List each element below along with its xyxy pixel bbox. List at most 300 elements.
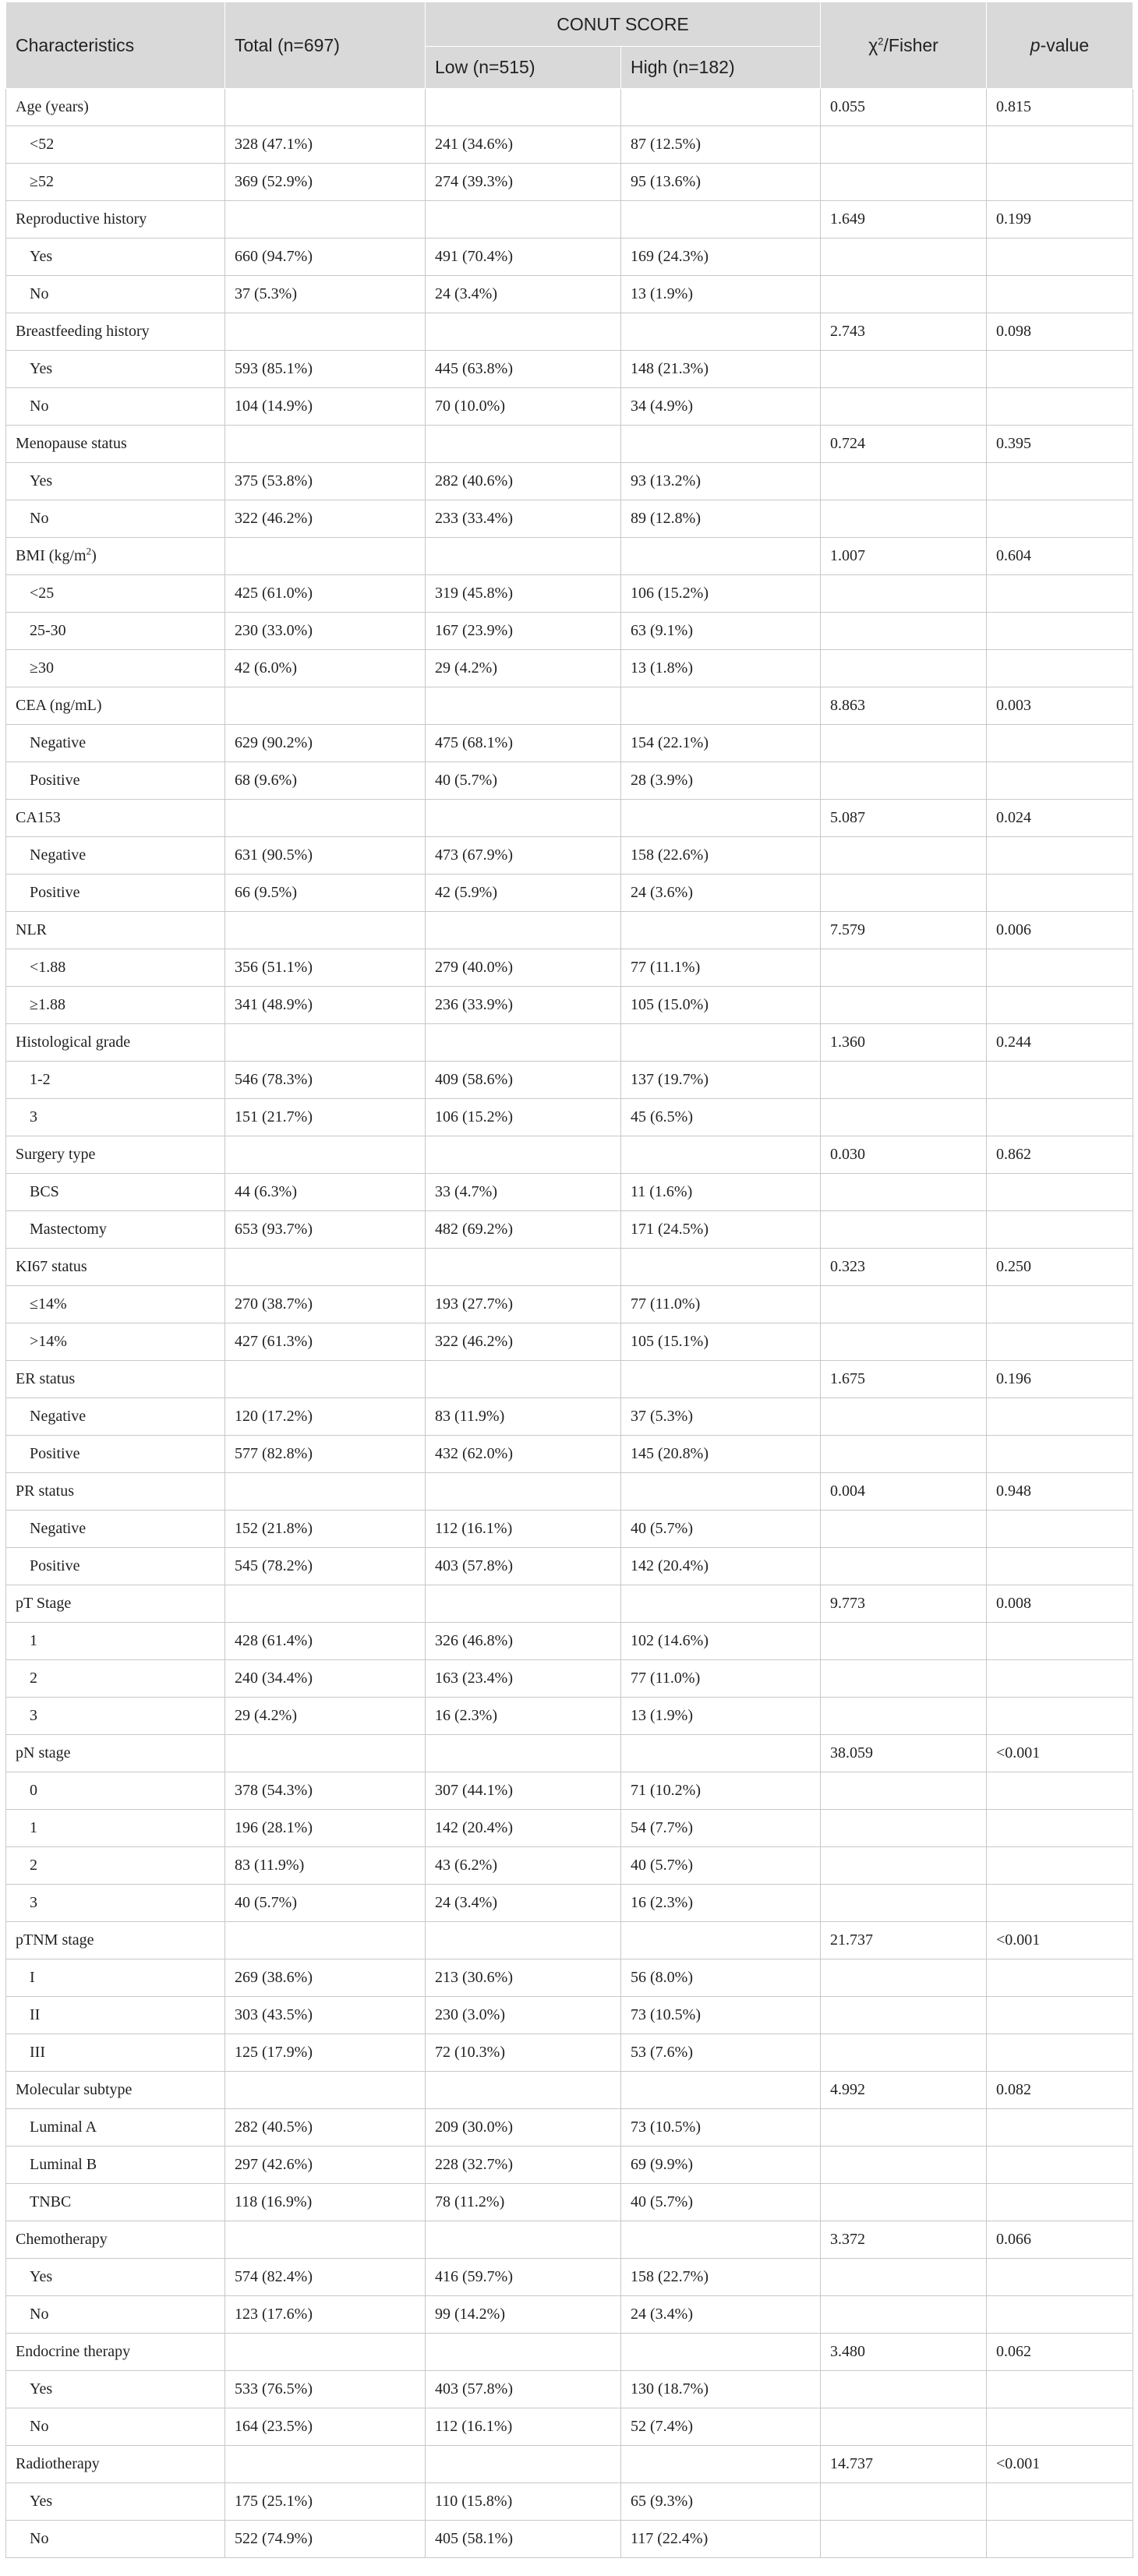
table-row [6,1660,1133,1698]
row-p-value: 0.250 [987,1249,1133,1286]
row-low: 43 (6.2%) [426,1847,621,1885]
row-p-value [987,1099,1133,1136]
row-p-value [987,1623,1133,1660]
row-high: 71 (10.2%) [621,1772,821,1810]
row-chi-square [821,351,987,388]
row-chi-square [821,388,987,426]
row-low: 403 (57.8%) [426,2371,621,2408]
header-total: Total (n=697) [225,2,426,89]
row-high [621,2446,821,2483]
row-high [621,1735,821,1772]
table-row [6,1959,1133,1997]
row-total: 66 (9.5%) [225,875,426,912]
row-low: 319 (45.8%) [426,575,621,613]
row-low [426,2072,621,2109]
row-subcategory: Yes [6,351,225,388]
row-low: 236 (33.9%) [426,987,621,1024]
row-chi-square [821,1211,987,1249]
row-total: 653 (93.7%) [225,1211,426,1249]
row-low: 228 (32.7%) [426,2147,621,2184]
row-high [621,1024,821,1062]
table-row [6,276,1133,313]
table-row [6,388,1133,426]
row-p-value [987,126,1133,164]
row-high: 148 (21.3%) [621,351,821,388]
table-row [6,725,1133,762]
row-low: 78 (11.2%) [426,2184,621,2221]
row-subcategory: >14% [6,1323,225,1361]
row-low: 491 (70.4%) [426,239,621,276]
row-chi-square [821,2371,987,2408]
row-low: 230 (3.0%) [426,1997,621,2034]
row-total: 269 (38.6%) [225,1959,426,1997]
row-p-value [987,1885,1133,1922]
row-p-value [987,463,1133,500]
row-characteristic: CA153 [6,800,225,837]
row-total: 270 (38.7%) [225,1286,426,1323]
row-low [426,1024,621,1062]
row-high: 13 (1.9%) [621,276,821,313]
row-chi-square [821,1099,987,1136]
row-total: 68 (9.6%) [225,762,426,800]
row-p-value: <0.001 [987,1922,1133,1959]
row-chi-square [821,725,987,762]
row-chi-square [821,1511,987,1548]
row-p-value [987,2296,1133,2334]
row-subcategory: Negative [6,1511,225,1548]
row-chi-square: 8.863 [821,687,987,725]
header-conut-score: CONUT SCORE [426,2,821,47]
row-chi-square [821,2034,987,2072]
row-p-value: 0.604 [987,538,1133,575]
row-chi-square: 9.773 [821,1585,987,1623]
row-low [426,2446,621,2483]
row-low: 24 (3.4%) [426,276,621,313]
row-subcategory: ≥52 [6,164,225,201]
row-low [426,2221,621,2259]
row-p-value [987,1810,1133,1847]
row-characteristic: pTNM stage [6,1922,225,1959]
row-low: 99 (14.2%) [426,2296,621,2334]
row-chi-square [821,949,987,987]
row-subcategory: Mastectomy [6,1211,225,1249]
table-row [6,1436,1133,1473]
row-chi-square [821,2259,987,2296]
row-total [225,313,426,351]
row-chi-square [821,500,987,538]
row-total: 428 (61.4%) [225,1623,426,1660]
row-chi-square [821,463,987,500]
row-p-value: 0.196 [987,1361,1133,1398]
row-low: 83 (11.9%) [426,1398,621,1436]
row-total [225,538,426,575]
row-subcategory: <52 [6,126,225,164]
row-low [426,1249,621,1286]
row-p-value [987,1660,1133,1698]
row-chi-square [821,1398,987,1436]
row-total: 120 (17.2%) [225,1398,426,1436]
row-high: 77 (11.1%) [621,949,821,987]
row-total: 164 (23.5%) [225,2408,426,2446]
row-total [225,1136,426,1174]
row-total: 123 (17.6%) [225,2296,426,2334]
row-p-value [987,1772,1133,1810]
row-total [225,1361,426,1398]
row-subcategory: 1 [6,1623,225,1660]
row-total: 577 (82.8%) [225,1436,426,1473]
row-subcategory: II [6,1997,225,2034]
row-chi-square [821,1660,987,1698]
header-high: High (n=182) [621,47,821,89]
row-low: 409 (58.6%) [426,1062,621,1099]
row-p-value [987,1174,1133,1211]
row-low: 326 (46.8%) [426,1623,621,1660]
row-p-value [987,1286,1133,1323]
row-p-value: 0.062 [987,2334,1133,2371]
table-row-group [6,89,1133,126]
table-row [6,2034,1133,2072]
row-p-value [987,351,1133,388]
row-p-value: 0.098 [987,313,1133,351]
table-row [6,351,1133,388]
table-row [6,126,1133,164]
row-high [621,89,821,126]
row-subcategory: 3 [6,1698,225,1735]
row-high: 158 (22.7%) [621,2259,821,2296]
row-chi-square [821,2147,987,2184]
row-subcategory: TNBC [6,2184,225,2221]
row-p-value [987,2184,1133,2221]
row-p-value [987,949,1133,987]
table-row [6,500,1133,538]
table-row [6,837,1133,875]
row-total [225,1922,426,1959]
row-high: 154 (22.1%) [621,725,821,762]
row-chi-square [821,2483,987,2521]
row-high: 77 (11.0%) [621,1286,821,1323]
row-low: 167 (23.9%) [426,613,621,650]
row-total: 533 (76.5%) [225,2371,426,2408]
row-subcategory: <1.88 [6,949,225,987]
row-high: 73 (10.5%) [621,1997,821,2034]
row-characteristic: pT Stage [6,1585,225,1623]
table-row [6,1772,1133,1810]
row-high: 37 (5.3%) [621,1398,821,1436]
table-row [6,1286,1133,1323]
row-total: 322 (46.2%) [225,500,426,538]
row-chi-square: 1.675 [821,1361,987,1398]
table-row-group [6,1922,1133,1959]
row-subcategory: BCS [6,1174,225,1211]
row-p-value [987,2034,1133,2072]
row-high: 45 (6.5%) [621,1099,821,1136]
row-characteristic: NLR [6,912,225,949]
row-p-value [987,2147,1133,2184]
bmi-label-post: ) [91,547,97,564]
row-low [426,800,621,837]
table-row [6,2184,1133,2221]
row-low: 193 (27.7%) [426,1286,621,1323]
row-high: 158 (22.6%) [621,837,821,875]
table-row [6,1099,1133,1136]
row-low: 213 (30.6%) [426,1959,621,1997]
table-row [6,239,1133,276]
table-row-group [6,2072,1133,2109]
row-p-value: 0.066 [987,2221,1133,2259]
table-header [6,2,1133,89]
table-row [6,164,1133,201]
row-low: 70 (10.0%) [426,388,621,426]
table-row-group [6,201,1133,239]
table-row [6,2408,1133,2446]
row-chi-square [821,837,987,875]
row-low: 233 (33.4%) [426,500,621,538]
bmi-label-superscript: 2 [86,545,92,557]
row-chi-square: 38.059 [821,1735,987,1772]
row-chi-square: 0.724 [821,426,987,463]
row-high: 105 (15.1%) [621,1323,821,1361]
row-low [426,313,621,351]
row-high: 117 (22.4%) [621,2521,821,2558]
row-characteristic: Breastfeeding history [6,313,225,351]
table-row-group [6,313,1133,351]
row-low: 24 (3.4%) [426,1885,621,1922]
row-low [426,538,621,575]
row-total: 629 (90.2%) [225,725,426,762]
row-total: 196 (28.1%) [225,1810,426,1847]
table-row [6,1698,1133,1735]
row-characteristic: Surgery type [6,1136,225,1174]
row-total [225,2334,426,2371]
row-characteristic [6,538,225,575]
row-chi-square [821,1772,987,1810]
row-total [225,1024,426,1062]
row-high [621,538,821,575]
table-row [6,2296,1133,2334]
row-subcategory: 3 [6,1885,225,1922]
row-subcategory: 1-2 [6,1062,225,1099]
row-low [426,201,621,239]
row-chi-square: 0.055 [821,89,987,126]
table-row-group [6,1136,1133,1174]
row-chi-square [821,1436,987,1473]
row-total: 297 (42.6%) [225,2147,426,2184]
row-low: 322 (46.2%) [426,1323,621,1361]
row-low: 40 (5.7%) [426,762,621,800]
row-high: 145 (20.8%) [621,1436,821,1473]
table-row [6,987,1133,1024]
table-row-group [6,1585,1133,1623]
row-p-value [987,1062,1133,1099]
row-low: 106 (15.2%) [426,1099,621,1136]
row-subcategory: Luminal A [6,2109,225,2147]
table-row [6,1810,1133,1847]
table-row [6,2259,1133,2296]
row-p-value: 0.008 [987,1585,1133,1623]
row-characteristic: PR status [6,1473,225,1511]
row-total: 282 (40.5%) [225,2109,426,2147]
table-row-group [6,2334,1133,2371]
row-chi-square [821,164,987,201]
row-chi-square [821,1323,987,1361]
row-characteristic: Age (years) [6,89,225,126]
table-row [6,949,1133,987]
row-low [426,2334,621,2371]
row-total: 151 (21.7%) [225,1099,426,1136]
row-p-value: 0.862 [987,1136,1133,1174]
header-characteristics: Characteristics [6,2,225,89]
row-low [426,1735,621,1772]
row-low: 72 (10.3%) [426,2034,621,2072]
table-row [6,1997,1133,2034]
row-p-value [987,987,1133,1024]
row-total: 37 (5.3%) [225,276,426,313]
table-row [6,2483,1133,2521]
row-chi-square: 5.087 [821,800,987,837]
row-high: 13 (1.8%) [621,650,821,687]
row-p-value [987,1436,1133,1473]
row-p-value [987,762,1133,800]
row-high [621,1473,821,1511]
row-subcategory: ≥1.88 [6,987,225,1024]
row-high [621,1585,821,1623]
row-high [621,2072,821,2109]
row-high [621,1361,821,1398]
row-subcategory: ≤14% [6,1286,225,1323]
row-subcategory: Yes [6,463,225,500]
row-total: 369 (52.9%) [225,164,426,201]
row-subcategory: No [6,2408,225,2446]
row-low [426,1473,621,1511]
row-low: 209 (30.0%) [426,2109,621,2147]
row-low: 241 (34.6%) [426,126,621,164]
row-low: 110 (15.8%) [426,2483,621,2521]
row-low [426,426,621,463]
row-characteristic: KI67 status [6,1249,225,1286]
row-chi-square [821,276,987,313]
row-chi-square: 0.030 [821,1136,987,1174]
row-subcategory: Yes [6,2259,225,2296]
row-p-value [987,650,1133,687]
table-row-group [6,1361,1133,1398]
row-total: 341 (48.9%) [225,987,426,1024]
row-low [426,687,621,725]
row-subcategory: Yes [6,239,225,276]
table-row [6,1847,1133,1885]
row-chi-square [821,1698,987,1735]
row-high [621,426,821,463]
row-chi-square [821,1286,987,1323]
header-p-value [987,2,1133,89]
row-high: 52 (7.4%) [621,2408,821,2446]
row-high: 40 (5.7%) [621,1511,821,1548]
row-total: 152 (21.8%) [225,1511,426,1548]
row-high: 69 (9.9%) [621,2147,821,2184]
row-p-value [987,239,1133,276]
row-total [225,1249,426,1286]
table-row [6,1174,1133,1211]
row-chi-square [821,1623,987,1660]
row-chi-square: 21.737 [821,1922,987,1959]
row-total: 230 (33.0%) [225,613,426,650]
row-chi-square: 1.649 [821,201,987,239]
row-chi-square [821,2109,987,2147]
row-chi-square [821,2296,987,2334]
row-high [621,1136,821,1174]
row-p-value: 0.948 [987,1473,1133,1511]
row-p-value [987,2259,1133,2296]
row-total: 118 (16.9%) [225,2184,426,2221]
row-p-value [987,388,1133,426]
row-total: 427 (61.3%) [225,1323,426,1361]
row-total: 328 (47.1%) [225,126,426,164]
table-row-group [6,426,1133,463]
table-row [6,1062,1133,1099]
row-high: 142 (20.4%) [621,1548,821,1585]
row-characteristic: Chemotherapy [6,2221,225,2259]
row-subcategory: 2 [6,1847,225,1885]
row-p-value [987,1997,1133,2034]
row-low: 112 (16.1%) [426,1511,621,1548]
row-low: 445 (63.8%) [426,351,621,388]
row-chi-square [821,2408,987,2446]
row-high: 24 (3.6%) [621,875,821,912]
table-row [6,875,1133,912]
table-row [6,1211,1133,1249]
row-chi-square [821,2184,987,2221]
row-p-value [987,837,1133,875]
row-characteristic: Histological grade [6,1024,225,1062]
table-row [6,2371,1133,2408]
row-p-value: 0.244 [987,1024,1133,1062]
row-high: 95 (13.6%) [621,164,821,201]
row-total [225,89,426,126]
row-high: 13 (1.9%) [621,1698,821,1735]
row-high [621,313,821,351]
row-chi-square [821,1174,987,1211]
bmi-label-pre: BMI (kg/m [16,547,87,564]
table-row-group [6,800,1133,837]
row-p-value [987,1398,1133,1436]
row-subcategory: 3 [6,1099,225,1136]
row-low [426,1136,621,1174]
row-low: 432 (62.0%) [426,1436,621,1473]
row-chi-square: 14.737 [821,2446,987,2483]
row-total: 593 (85.1%) [225,351,426,388]
row-low: 282 (40.6%) [426,463,621,500]
row-total: 356 (51.1%) [225,949,426,987]
row-low: 279 (40.0%) [426,949,621,987]
row-total: 574 (82.4%) [225,2259,426,2296]
row-total [225,201,426,239]
row-high: 169 (24.3%) [621,239,821,276]
row-high [621,2221,821,2259]
row-characteristic: pN stage [6,1735,225,1772]
row-characteristic: Endocrine therapy [6,2334,225,2371]
row-total [225,1585,426,1623]
row-low [426,1585,621,1623]
row-p-value [987,500,1133,538]
row-chi-square: 4.992 [821,2072,987,2109]
row-subcategory: Positive [6,762,225,800]
row-low: 142 (20.4%) [426,1810,621,1847]
table-row [6,1885,1133,1922]
row-characteristic: Reproductive history [6,201,225,239]
row-characteristic: ER status [6,1361,225,1398]
row-low: 112 (16.1%) [426,2408,621,2446]
table-row [6,650,1133,687]
row-high: 130 (18.7%) [621,2371,821,2408]
